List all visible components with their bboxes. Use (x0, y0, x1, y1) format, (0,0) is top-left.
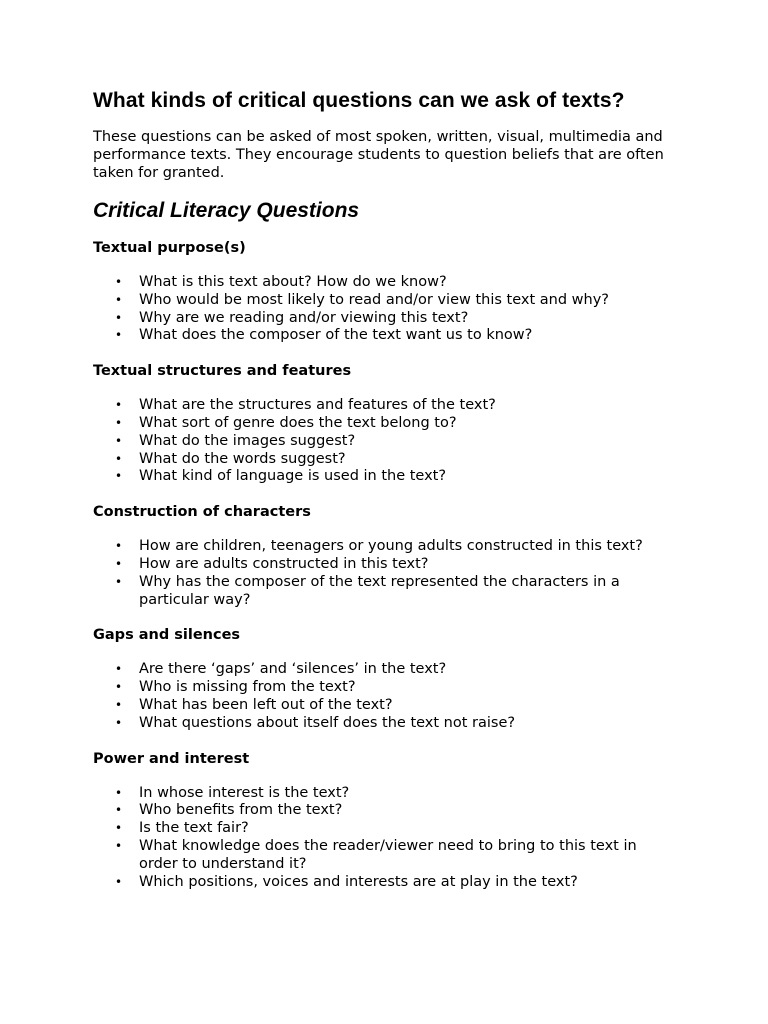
question-list (93, 397, 693, 486)
bullet-icon: • (115, 415, 123, 430)
question-text: What do the images suggest? (139, 432, 356, 449)
question-section (93, 626, 693, 732)
section-heading: Power and interest (93, 750, 250, 767)
question-list-item (93, 327, 679, 345)
question-text: Is the text fair? (139, 820, 249, 837)
bullet-icon: • (115, 292, 123, 307)
section-title: Critical Literacy Questions (93, 199, 360, 222)
bullet-icon: • (115, 803, 123, 818)
question-list-item (93, 785, 679, 803)
section-heading: Textual structures and features (93, 363, 352, 380)
section-heading: Textual purpose(s) (93, 240, 246, 256)
bullet-icon: • (115, 574, 123, 589)
bullet-icon: • (115, 275, 123, 289)
bullet-icon: • (115, 697, 123, 712)
question-list (93, 274, 693, 345)
question-list-item (93, 715, 679, 733)
page-title: What kinds of critical questions can we ask of texts? (93, 89, 625, 112)
question-list-item (93, 679, 679, 697)
bullet-icon: • (115, 680, 123, 695)
bullet-icon: • (115, 785, 123, 800)
question-list-item (93, 874, 679, 892)
question-text: In whose interest is the text? (139, 784, 350, 801)
bullet-icon: • (115, 539, 123, 554)
question-list-item (93, 274, 679, 292)
question-list-item (93, 802, 679, 820)
question-list-item (93, 451, 679, 469)
question-section (93, 503, 693, 609)
question-sections (93, 239, 693, 891)
question-list-item (93, 820, 679, 838)
bullet-icon: • (115, 556, 123, 571)
bullet-icon: • (115, 328, 123, 343)
question-section (93, 239, 693, 345)
bullet-icon: • (115, 874, 123, 889)
bullet-icon: • (115, 398, 123, 413)
bullet-icon: • (115, 433, 123, 448)
bullet-icon: • (115, 310, 123, 325)
question-text: Who benefits from the text? (139, 802, 343, 819)
question-text: Why are we reading and/or viewing this text? (139, 309, 469, 326)
question-text: How are children, teenagers or young adults constructed in this text? (139, 538, 643, 555)
question-text: What does the composer of the text want us to know? (139, 327, 533, 344)
question-text: Why has the composer of the text represented the characters in a particular way? (139, 573, 620, 608)
section-heading: Construction of characters (93, 504, 311, 521)
question-text: Which positions, voices and interests are at play in the text? (139, 873, 578, 890)
question-text: How are adults constructed in this text? (139, 555, 429, 572)
question-text: What are the structures and features of the text? (139, 397, 496, 414)
question-text: What has been left out of the text? (139, 696, 393, 713)
bullet-icon: • (115, 838, 123, 853)
question-list-item (93, 574, 679, 610)
bullet-icon: • (115, 469, 123, 484)
question-text: What kind of language is used in the text? (139, 468, 447, 485)
bullet-icon: • (115, 662, 123, 677)
question-list (93, 538, 693, 609)
question-section (93, 362, 693, 486)
question-text: Who would be most likely to read and/or view this text and why? (139, 291, 609, 308)
intro-paragraph: These questions can be asked of most spoken, written, visual, multimedia and performance texts. They encourage students to question beliefs that are often taken for granted. (93, 129, 664, 181)
question-text: What is this text about? How do we know? (139, 274, 447, 290)
question-text: What knowledge does the reader/viewer need to bring to this text in order to understand it? (139, 837, 637, 872)
question-text: What questions about itself does the text not raise? (139, 714, 516, 731)
question-list-item (93, 292, 679, 310)
document-page (93, 86, 693, 891)
question-text: Are there ‘gaps’ and ‘silences’ in the text? (139, 661, 447, 678)
question-list-item (93, 538, 679, 556)
question-list-item (93, 433, 679, 451)
section-heading: Gaps and silences (93, 627, 241, 644)
question-text: Who is missing from the text? (139, 679, 356, 696)
question-text: What do the words suggest? (139, 450, 346, 467)
question-list-item (93, 468, 679, 486)
question-list-item (93, 838, 679, 874)
question-list-item (93, 556, 679, 574)
question-list-item (93, 697, 679, 715)
question-section (93, 750, 693, 892)
question-text: What sort of genre does the text belong to? (139, 414, 457, 431)
question-list-item (93, 397, 679, 415)
question-list (93, 661, 693, 732)
question-list-item (93, 415, 679, 433)
question-list-item (93, 310, 679, 328)
bullet-icon: • (115, 821, 123, 836)
bullet-icon: • (115, 451, 123, 466)
question-list (93, 785, 693, 892)
question-list-item (93, 661, 679, 679)
bullet-icon: • (115, 715, 123, 730)
